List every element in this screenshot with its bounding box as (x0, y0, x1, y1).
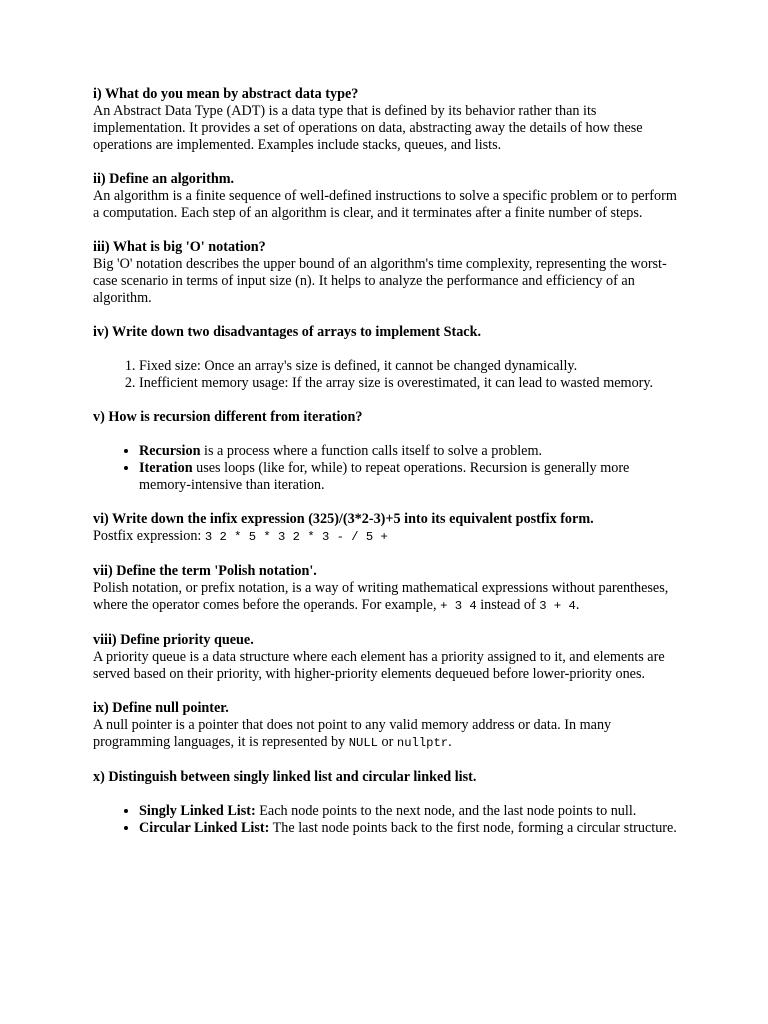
answer-text (93, 717, 683, 752)
section-10 (93, 769, 683, 837)
answer-part: instead of (476, 597, 540, 613)
answer-text (93, 580, 683, 615)
answer-part: . (448, 734, 452, 750)
section-5 (93, 409, 683, 494)
section-8 (93, 632, 683, 683)
answer-text: Big 'O' notation describes the upper bound of an algorithm's time complexity, representing the worst-case scenario in terms of input size (n). It helps to analyze the performance and efficiency of an algorithm. (93, 256, 667, 306)
bullet-text: is a process where a function calls itself to solve a problem. (200, 443, 543, 459)
question-heading: v) How is recursion different from iteration? (93, 409, 363, 425)
inline-code: NULL (348, 736, 378, 750)
section-2 (93, 171, 683, 222)
section-1 (93, 86, 683, 154)
question-heading: ii) Define an algorithm. (93, 171, 235, 187)
document-page (93, 86, 683, 854)
inline-code: 3 + 4 (539, 599, 576, 613)
bullet-term: Singly Linked List: (139, 803, 256, 819)
answer-text (93, 528, 683, 546)
bullet-text: uses loops (like for, while) to repeat operations. Recursion is generally more memory-intensive than iteration. (139, 460, 630, 493)
inline-code: nullptr (396, 736, 449, 750)
question-heading: ix) Define null pointer. (93, 700, 229, 716)
answer-part: Polish notation, or prefix notation, is a way of writing mathematical expressions without parentheses, where the operator comes before the operands. For example, (93, 580, 669, 613)
answer-part: A null pointer is a pointer that does not point to any valid memory address or data. In many programming languages, it is represented by (93, 717, 612, 750)
bullet-term: Recursion (139, 443, 201, 459)
list-item (139, 443, 683, 460)
inline-code: + 3 4 (440, 599, 477, 613)
section-6 (93, 511, 683, 546)
bullet-list (93, 443, 683, 494)
list-item (139, 460, 683, 494)
bullet-term: Iteration (139, 460, 193, 476)
postfix-code: 3 2 * 5 * 3 2 * 3 - / 5 + (204, 530, 388, 544)
question-heading: iii) What is big 'O' notation? (93, 239, 266, 255)
question-heading: viii) Define priority queue. (93, 632, 254, 648)
answer-prefix: Postfix expression: (93, 528, 205, 544)
bullet-text: Each node points to the next node, and the last node points to null. (255, 803, 637, 819)
bullet-text: The last node points back to the first node, forming a circular structure. (269, 820, 677, 836)
bullet-list (93, 803, 683, 837)
bullet-term: Circular Linked List: (139, 820, 270, 836)
answer-part: or (377, 734, 397, 750)
answer-part: . (575, 597, 580, 613)
list-item (139, 803, 683, 820)
list-item (139, 820, 683, 837)
section-3 (93, 239, 683, 307)
question-heading: i) What do you mean by abstract data type? (93, 86, 359, 102)
answer-text: A priority queue is a data structure where each element has a priority assigned to it, and elements are served based on their priority, with higher-priority elements dequeued before lower-priority ones. (93, 649, 665, 682)
question-heading: iv) Write down two disadvantages of arrays to implement Stack. (93, 324, 482, 340)
list-item: 2. Inefficient memory usage: If the array size is overestimated, it can lead to wasted memory. (139, 375, 683, 392)
list-item: 1. Fixed size: Once an array's size is defined, it cannot be changed dynamically. (139, 358, 683, 375)
section-4 (93, 324, 683, 392)
section-7 (93, 563, 683, 615)
question-heading: vi) Write down the infix expression (325)/(3*2-3)+5 into its equivalent postfix form. (93, 511, 594, 527)
answer-text: An algorithm is a finite sequence of well-defined instructions to solve a specific problem or to perform a computation. Each step of an algorithm is clear, and it terminates after a finite number of steps. (93, 188, 677, 221)
question-heading: vii) Define the term 'Polish notation'. (93, 563, 317, 579)
numbered-list (93, 358, 683, 392)
question-heading: x) Distinguish between singly linked list and circular linked list. (93, 769, 477, 785)
answer-text: An Abstract Data Type (ADT) is a data type that is defined by its behavior rather than its implementation. It provides a set of operations on data, abstracting away the details of how these operations are implemented. Examples include stacks, queues, and lists. (93, 103, 643, 153)
section-9 (93, 700, 683, 752)
